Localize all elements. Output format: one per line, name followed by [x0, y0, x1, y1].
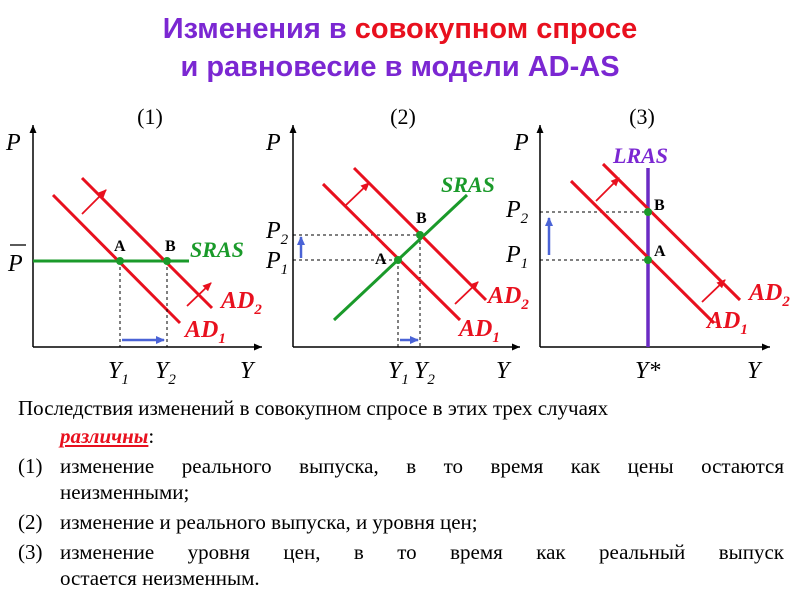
- panel-3-number: (3): [629, 104, 655, 129]
- panel-2-y2-label: [414, 358, 435, 388]
- panel-1-ad2-label: [219, 288, 262, 318]
- panel-1-point-a-label: A: [114, 238, 126, 255]
- conclusion-intro: [18, 396, 784, 421]
- panel-3-ad2-label: [747, 280, 790, 310]
- panel-1-y1-label: [108, 358, 129, 388]
- panel-2-ad2-text: AD: [488, 283, 522, 309]
- panel-2-shift-arrow-top: [346, 183, 369, 205]
- panel-1-ad1-label: [183, 317, 226, 347]
- panel-1-y2-text: Y: [155, 358, 169, 384]
- list-item-2-line1: изменение и реального выпуска, и уровня цен;: [60, 510, 478, 534]
- panel-1-ad1-text: AD: [185, 317, 219, 343]
- panel-2-p2-label: [265, 218, 289, 248]
- title-line1-accent: совокупном спросе: [354, 13, 638, 45]
- panel-3-ystar-label: Y*: [635, 358, 661, 384]
- list-item-2-number: (2): [18, 510, 43, 534]
- panel-3-ad1-sub: 1: [740, 322, 748, 338]
- list-item-1-number: (1): [18, 454, 43, 478]
- panel-3-point-a-label: A: [654, 243, 666, 260]
- panel-1-sras-label: SRAS: [190, 237, 244, 262]
- panel-1-y2-label: [155, 358, 176, 388]
- list-item-1-line2: неизменными;: [60, 480, 190, 504]
- panel-2-ad1-sub: 1: [492, 330, 500, 346]
- conclusion-emphasis: различны: [60, 424, 149, 448]
- panel-2-p2-sub: 2: [280, 232, 289, 248]
- panel-3-point-b: [644, 208, 652, 216]
- panel-1-point-a: [116, 257, 124, 265]
- panel-1-price-label: P: [8, 251, 23, 277]
- panel-1-y-axis-label: P: [6, 130, 21, 156]
- panel-3-ad1-text: AD: [707, 308, 741, 334]
- panel-2-ad2-sub: 2: [521, 297, 529, 313]
- panel-2-y-axis-label: P: [266, 130, 281, 156]
- panel-1-point-b-label: B: [165, 238, 176, 255]
- panel-2-y1-label: [388, 358, 409, 388]
- panel-2-p1-sub: 1: [280, 262, 289, 278]
- panel-3-p2-text: P: [506, 197, 521, 223]
- panel-2-y1-sub: 1: [401, 372, 409, 388]
- list-item-3-line1: изменение уровня цен, в то время как реальный выпуск: [60, 540, 784, 564]
- panel-1-y2-sub: 2: [168, 372, 176, 388]
- panel-1-shift-arrow-top: [82, 190, 106, 214]
- panel-2-point-b-label: B: [416, 210, 427, 227]
- panel-3-p1-sub: 1: [520, 256, 529, 272]
- panel-1-ad2-sub: 2: [254, 302, 262, 318]
- conclusion-colon: :: [148, 424, 155, 448]
- panel-1-ad2-text: AD: [221, 288, 255, 314]
- panel-3-p2-label: [505, 197, 529, 227]
- conclusion-intro-line2: [60, 424, 784, 449]
- title-line1-part1: Изменения в: [162, 13, 355, 45]
- panel-3: [505, 104, 790, 384]
- panel-1-number: (1): [137, 104, 163, 129]
- panel-1-point-b: [163, 257, 171, 265]
- panel-3-ad2-sub: 2: [782, 294, 790, 310]
- panel-2-ad2-label: [486, 283, 529, 313]
- list-item-3-number: (3): [18, 540, 43, 564]
- panel-2-p2-text: P: [266, 218, 281, 244]
- panel-1-y1-sub: 1: [121, 372, 129, 388]
- panel-1-x-axis-label: Y: [240, 358, 254, 384]
- panel-3-point-a: [644, 256, 652, 264]
- panel-2-x-axis-label: Y: [496, 358, 510, 384]
- panel-3-p2-sub: 2: [520, 211, 529, 227]
- panel-3-shift-arrow-bottom: [702, 280, 725, 302]
- panel-2-p1-text: P: [266, 248, 281, 274]
- panel-2-point-a-label: A: [375, 251, 387, 268]
- panel-2-shift-arrow-bottom: [455, 282, 478, 304]
- list-item-1-line1: изменение реального выпуска, в то время как цены остаются: [60, 454, 784, 478]
- panel-2-point-b: [416, 231, 424, 239]
- panel-3-point-b-label: B: [654, 197, 665, 214]
- panel-1-y1-text: Y: [108, 358, 122, 384]
- panel-1-ad1-sub: 1: [218, 331, 226, 347]
- panel-2-ad1-label: [457, 316, 500, 346]
- panel-3-p1-text: P: [506, 242, 521, 268]
- slide-title-line2: и равновесие в модели AD-AS: [180, 51, 620, 83]
- panel-2-point-a: [394, 256, 402, 264]
- panel-2-number: (2): [390, 104, 416, 129]
- panel-2-ad1-text: AD: [459, 316, 493, 342]
- panel-2: [265, 104, 529, 388]
- list-item-3-line2: остается неизменным.: [60, 566, 260, 590]
- panel-3-ad2-text: AD: [749, 280, 783, 306]
- panel-3-shift-arrow-top: [596, 178, 619, 201]
- panel-3-ad1-label: [705, 308, 748, 338]
- panel-1: [5, 104, 262, 388]
- panel-2-y1-text: Y: [388, 358, 402, 384]
- panel-2-p1-label: [265, 248, 288, 278]
- panel-3-x-axis-label: Y: [747, 358, 761, 384]
- panel-2-y2-text: Y: [414, 358, 428, 384]
- panel-3-y-axis-label: P: [514, 130, 529, 156]
- panel-3-lras-label: LRAS: [613, 143, 669, 168]
- panel-2-y2-sub: 2: [427, 372, 435, 388]
- panel-3-p1-label: [505, 242, 528, 272]
- panel-2-sras-label: SRAS: [441, 172, 495, 197]
- conclusion-intro-text: Последствия изменений в совокупном спросе в этих трех случаях: [18, 396, 609, 420]
